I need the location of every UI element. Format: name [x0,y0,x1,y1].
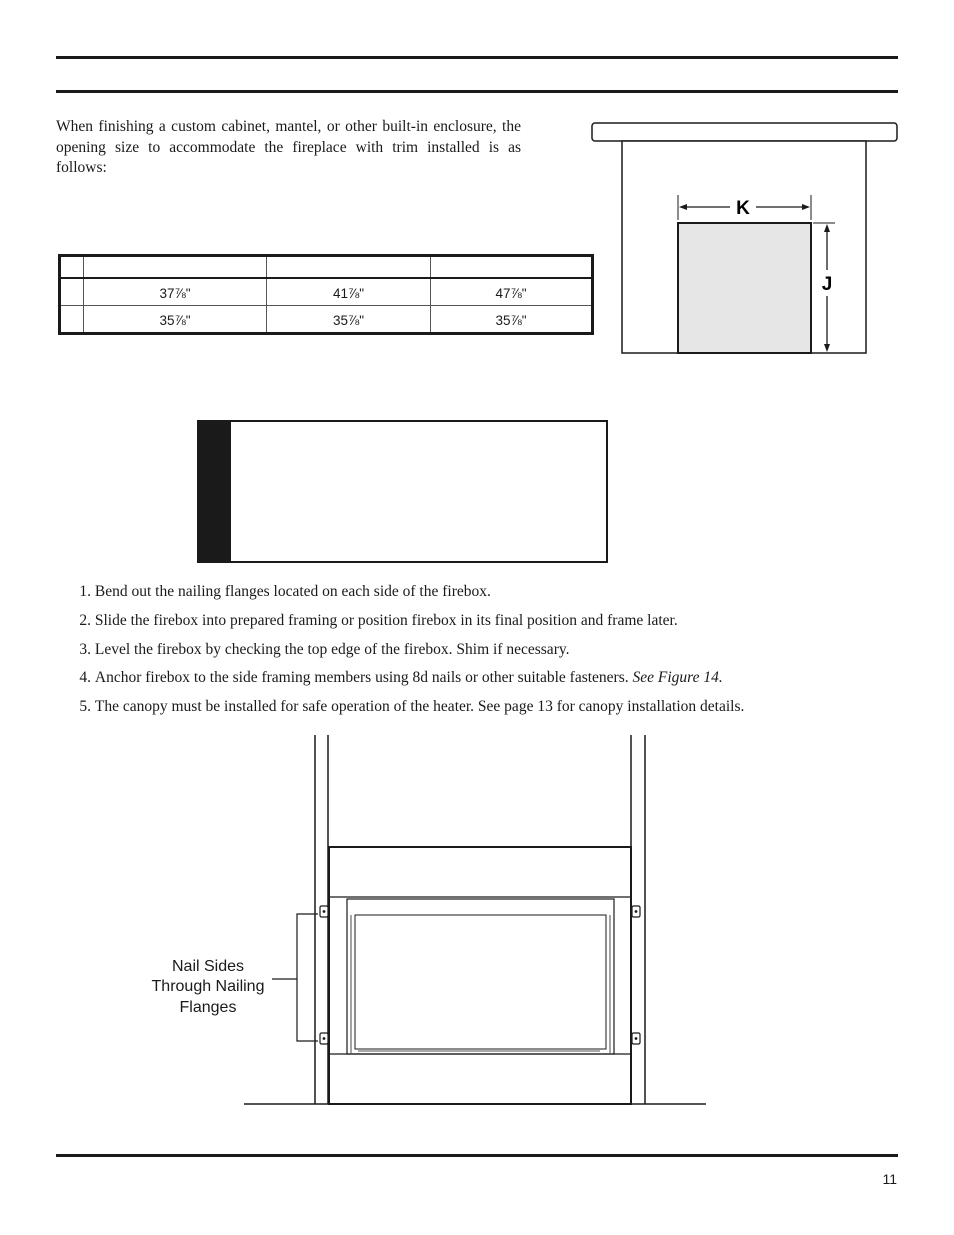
k-label: K [736,198,750,219]
callout-line-1: Nail Sides [171,958,245,975]
table-cell: 35⅞" [84,306,267,334]
table-cell: 35⅞" [267,306,431,334]
step-number: 5. [79,698,91,716]
figure-reference: See Figure 14. [632,669,723,687]
step-body: Anchor firebox to the side framing members using 8d nails or other suitable fasteners. [94,669,633,687]
intro-paragraph: When finishing a custom cabinet, mantel, or other built-in enclosure, the opening size to accommodate the fireplace with trim installed is as follows: [56,118,521,176]
step-text: Bend out the nailing flanges located on each side of the firebox. [94,583,491,601]
callout-line-3: Flanges [179,999,237,1016]
table-cell: 41⅞" [267,278,431,306]
j-label: J [821,274,833,295]
nail-hole [635,910,638,913]
step-text: The canopy must be installed for safe operation of the heater. See page 13 for canopy installation details. [94,698,745,716]
step-number: 2. [79,612,91,630]
callout-line-2: Through Nailing [151,978,265,995]
step-number: 1. [79,583,91,601]
step-text: Level the firebox by checking the top edge of the firebox. Shim if necessary. [94,640,570,658]
firebox-outline [329,847,631,1104]
step-text: Slide the firebox into prepared framing or position firebox in its final position and frame later. [94,612,678,630]
table-cell: 37⅞" [84,278,267,306]
nail-hole [323,1037,326,1040]
step-number: 3. [79,640,91,658]
footer-rule [56,1154,898,1157]
nail-hole [323,910,326,913]
table-cell: 35⅞" [431,306,593,334]
step-number: 4. [79,669,91,687]
page-number: 11 [882,1171,897,1187]
table-cell: 47⅞" [431,278,593,306]
nail-hole [635,1037,638,1040]
